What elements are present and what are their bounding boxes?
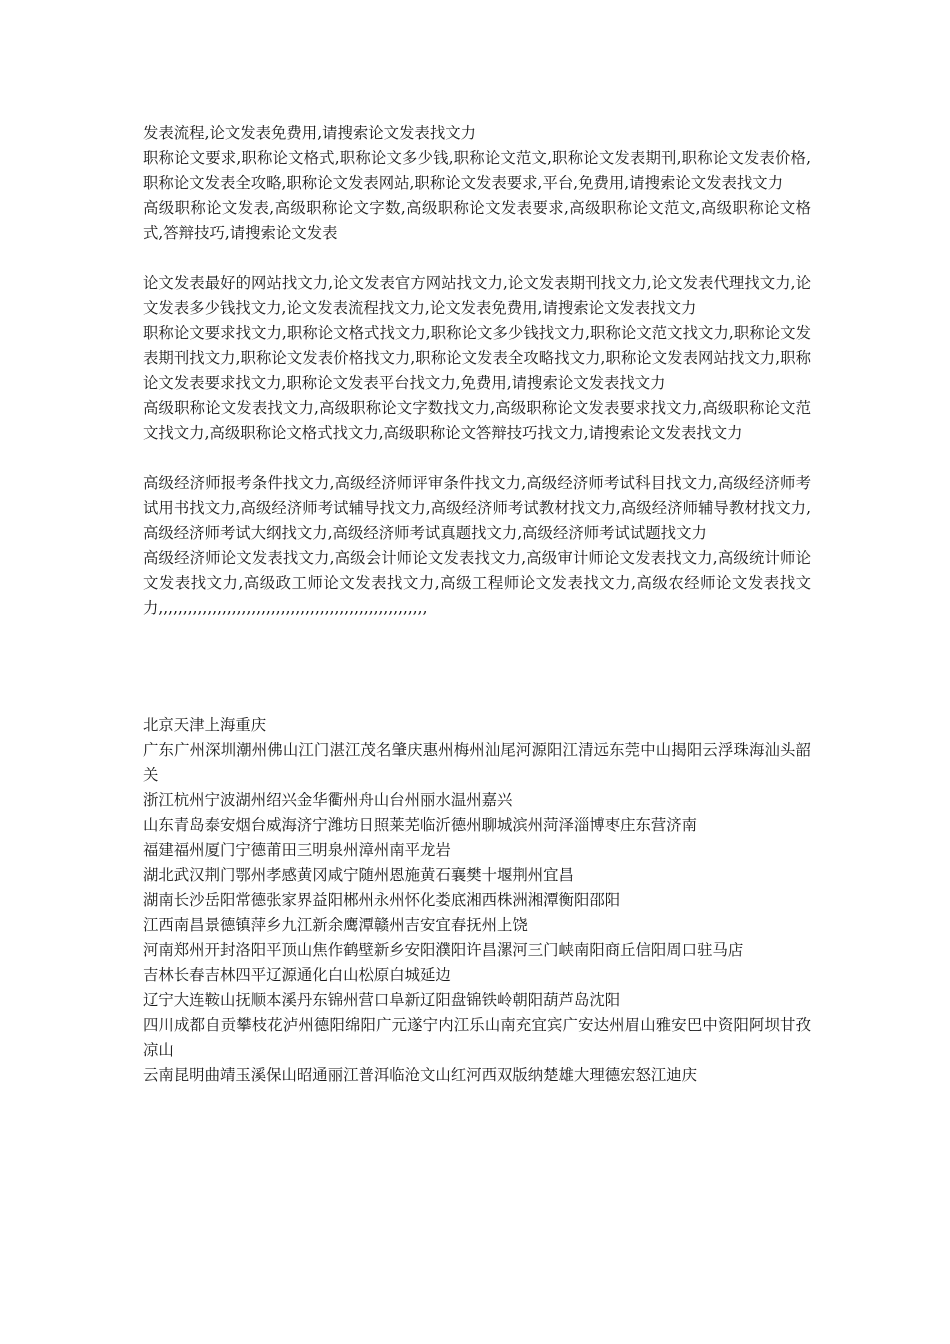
region-line: 云南昆明曲靖玉溪保山昭通丽江普洱临沧文山红河西双版纳楚雄大理德宏怒江迪庆 <box>143 1066 698 1084</box>
section-gap <box>143 621 811 713</box>
region-line: 福建福州厦门宁德莆田三明泉州漳州南平龙岩 <box>143 841 451 859</box>
paragraph: 高级经济师论文发表找文力,高级会计师论文发表找文力,高级审计师论文发表找文力,高级统计师论文发表找文力,高级政工师论文发表找文力,高级工程师论文发表找文力,高级农经师论文发表找文力,,,,,,,,,,,,,,,,,,,,,,,,,,,,,,,,,,,,,,,,,,,,,,,,,,,,,,, <box>143 549 811 617</box>
region-line: 湖北武汉荆门鄂州孝感黄冈咸宁随州恩施黄石襄樊十堰荆州宜昌 <box>143 866 574 884</box>
section-paper-publishing-search <box>143 271 811 446</box>
paragraph: 职称论文要求,职称论文格式,职称论文多少钱,职称论文范文,职称论文发表期刊,职称论文发表价格,职称论文发表全攻略,职称论文发表网站,职称论文发表要求,平台,免费用,请搜索论文发表找文力 <box>143 149 811 192</box>
region-line: 广东广州深圳潮州佛山江门湛江茂名肇庆惠州梅州汕尾河源阳江清远东莞中山揭阳云浮珠海汕头韶关 <box>143 741 811 784</box>
section-region-list <box>143 713 811 1088</box>
region-line: 江西南昌景德镇萍乡九江新余鹰潭赣州吉安宜春抚州上饶 <box>143 916 528 934</box>
paragraph: 高级经济师报考条件找文力,高级经济师评审条件找文力,高级经济师考试科目找文力,高级经济师考试用书找文力,高级经济师考试辅导找文力,高级经济师考试教材找文力,高级经济师辅导教材找文力,高级经济师考试大纲找文力,高级经济师考试真题找文力,高级经济师考试试题找文力 <box>143 474 811 542</box>
paragraph-gap <box>143 246 811 271</box>
region-line: 四川成都自贡攀枝花泸州德阳绵阳广元遂宁内江乐山南充宜宾广安达州眉山雅安巴中资阳阿坝甘孜凉山 <box>143 1016 811 1059</box>
region-line: 河南郑州开封洛阳平顶山焦作鹤壁新乡安阳濮阳许昌漯河三门峡南阳商丘信阳周口驻马店 <box>143 941 744 959</box>
region-line: 湖南长沙岳阳常德张家界益阳郴州永州怀化娄底湘西株洲湘潭衡阳邵阳 <box>143 891 621 909</box>
paragraph: 高级职称论文发表找文力,高级职称论文字数找文力,高级职称论文发表要求找文力,高级职称论文范文找文力,高级职称论文格式找文力,高级职称论文答辩技巧找文力,请搜索论文发表找文力 <box>143 399 811 442</box>
paragraph: 高级职称论文发表,高级职称论文字数,高级职称论文发表要求,高级职称论文范文,高级职称论文格式,答辩技巧,请搜索论文发表 <box>143 199 811 242</box>
section-senior-economist <box>143 471 811 621</box>
region-line: 浙江杭州宁波湖州绍兴金华衢州舟山台州丽水温州嘉兴 <box>143 791 513 809</box>
section-paper-publishing-intro <box>143 121 811 246</box>
region-line: 吉林长春吉林四平辽源通化白山松原白城延边 <box>143 966 451 984</box>
region-line: 山东青岛泰安烟台威海济宁潍坊日照莱芜临沂德州聊城滨州菏泽淄博枣庄东营济南 <box>143 816 698 834</box>
paragraph: 论文发表最好的网站找文力,论文发表官方网站找文力,论文发表期刊找文力,论文发表代理找文力,论文发表多少钱找文力,论文发表流程找文力,论文发表免费用,请搜索论文发表找文力 <box>143 274 811 317</box>
region-line: 辽宁大连鞍山抚顺本溪丹东锦州营口阜新辽阳盘锦铁岭朝阳葫芦岛沈阳 <box>143 991 621 1009</box>
paragraph: 发表流程,论文发表免费用,请搜索论文发表找文力 <box>143 124 476 142</box>
paragraph: 职称论文要求找文力,职称论文格式找文力,职称论文多少钱找文力,职称论文范文找文力,职称论文发表期刊找文力,职称论文发表价格找文力,职称论文发表全攻略找文力,职称论文发表网站找文力,职称论文发表要求找文力,职称论文发表平台找文力,免费用,请搜索论文发表找文力 <box>143 324 811 392</box>
region-line: 北京天津上海重庆 <box>143 716 267 734</box>
paragraph-gap <box>143 446 811 471</box>
document-body <box>143 121 811 1088</box>
